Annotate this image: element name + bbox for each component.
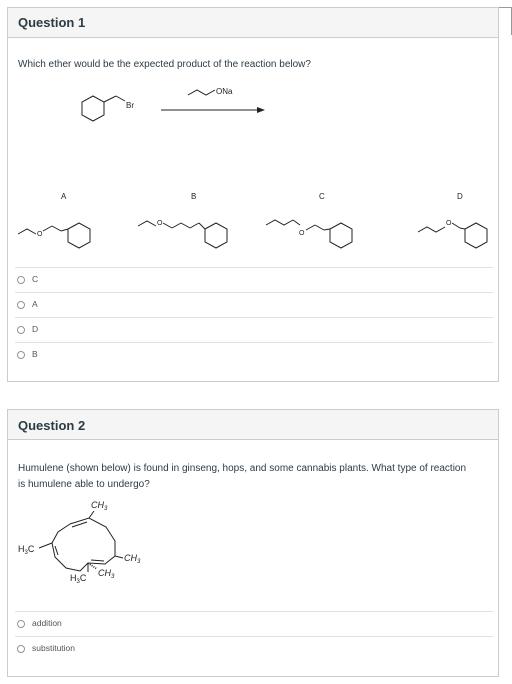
q2-choice-2[interactable] [15, 636, 493, 661]
reaction-scheme [8, 82, 498, 202]
reagent-ethoxide-chain [188, 90, 215, 95]
reactant-cyclohexane-ring [82, 96, 104, 121]
methyl-left-label: $H_3C$ [18, 544, 35, 556]
option-letter-c: C [319, 192, 325, 201]
q1-choice-1-label: C [32, 274, 39, 284]
q1-choice-1[interactable] [15, 267, 493, 292]
reactant-br-label: Br [126, 101, 134, 110]
reaction-arrow-head [257, 107, 265, 113]
question-1-header [8, 8, 498, 38]
product-b-o-label: O [157, 220, 163, 227]
option-letter-a: A [61, 192, 67, 201]
q1-choice-2[interactable] [15, 292, 493, 317]
question-2-prompt-line-2: is humulene able to undergo? [18, 479, 150, 490]
question-2-prompt-line-1: Humulene (shown below) is found in ginseng, hops, and some cannabis plants. What type of reaction [18, 463, 467, 474]
product-c-o-label: O [299, 230, 305, 237]
question-1-title: Question 1 [18, 15, 86, 30]
q2-choice-2-radio[interactable] [17, 645, 25, 653]
question-2-card [7, 409, 499, 677]
question-2-header [8, 410, 498, 440]
reactant-ch2-bond-2 [116, 96, 125, 101]
humulene-structure [14, 497, 154, 597]
question-1-prompt: Which ether would be the expected product of the reaction below? [18, 59, 311, 70]
q1-choice-4-label: B [32, 349, 38, 359]
methyl-right-label: $CH_3$ [124, 553, 141, 565]
product-a-o-label: O [37, 231, 43, 238]
methyl-bottom-right-label: $CH_3$ [98, 568, 115, 580]
q1-choice-3-label: D [32, 324, 39, 334]
q1-choice-1-radio[interactable] [17, 276, 25, 284]
q1-choice-3-radio[interactable] [17, 326, 25, 334]
reagent-ona-label: ONa [216, 87, 233, 96]
methyl-top-label: $CH_3$ [91, 500, 108, 512]
product-d-o-label: O [446, 220, 452, 227]
q1-choice-4-radio[interactable] [17, 351, 25, 359]
q1-choice-2-radio[interactable] [17, 301, 25, 309]
methyl-bottom-left-label: $H_3C$ [70, 573, 87, 585]
product-d-structure [418, 220, 487, 248]
product-c-structure [266, 220, 352, 248]
product-b-structure [138, 220, 227, 248]
option-letter-b: B [191, 192, 197, 201]
option-letter-d: D [457, 192, 463, 201]
reactant-ch2-bond-1 [104, 96, 116, 102]
humulene-ring [52, 518, 115, 571]
product-structures [8, 206, 498, 256]
q2-choice-1[interactable] [15, 611, 493, 636]
q2-choice-1-label: addition [32, 618, 62, 628]
question-2-title: Question 2 [18, 418, 86, 433]
product-a-structure [18, 223, 90, 248]
question-1-card [7, 7, 499, 382]
q2-choice-1-radio[interactable] [17, 620, 25, 628]
q1-choice-3[interactable] [15, 317, 493, 342]
q1-choice-2-label: A [32, 299, 38, 309]
q2-choice-2-label: substitution [32, 643, 75, 653]
q1-choice-4[interactable] [15, 342, 493, 367]
window-corner-tab [498, 7, 512, 35]
